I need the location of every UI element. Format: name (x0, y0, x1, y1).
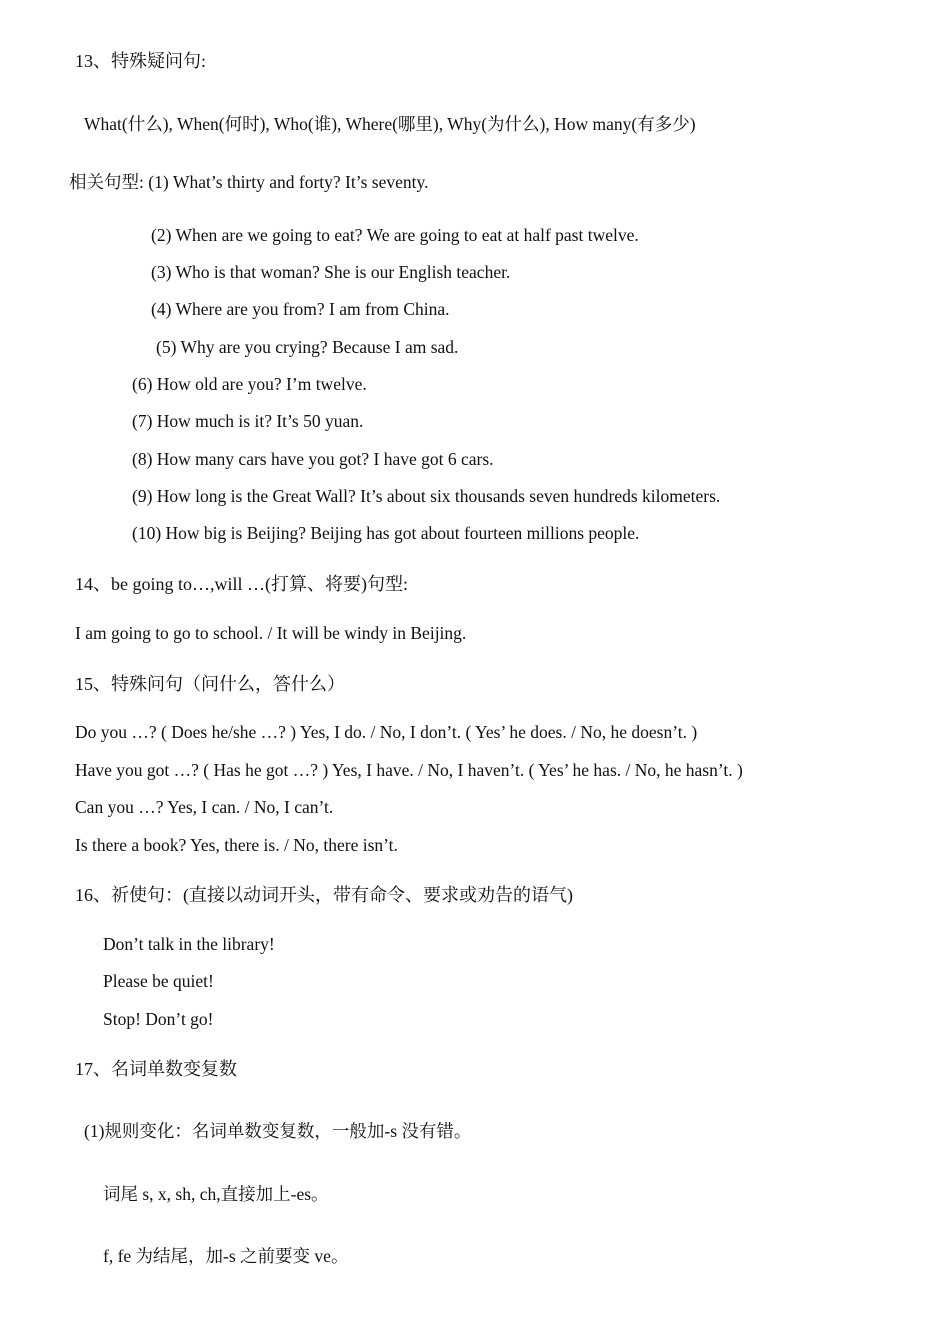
example-sentence: (3) Who is that woman? She is our English teacher. (151, 262, 511, 282)
question-words-line: What(什么), When(何时), Who(谁), Where(哪里), Why(为什么), How many(有多少) (84, 114, 696, 134)
imperative-example: Please be quiet! (103, 971, 214, 991)
example-sentence: (10) How big is Beijing? Beijing has got about fourteen millions people. (132, 523, 640, 543)
related-patterns-line: 相关句型: (1) What’s thirty and forty? It’s seventy. (69, 172, 429, 192)
plural-rule-1: (1)规则变化：名词单数变复数，一般加-s 没有错。 (84, 1121, 472, 1141)
imperative-example: Stop! Don’t go! (103, 1009, 214, 1029)
example-sentence: (6) How old are you? I’m twelve. (132, 374, 367, 394)
example-sentence: (9) How long is the Great Wall? It’s about six thousands seven hundreds kilometers. (132, 486, 721, 506)
section-16-heading: 16、祈使句：(直接以动词开头，带有命令、要求或劝告的语气) (75, 885, 573, 905)
plural-rule-3: f, fe 为结尾，加-s 之前要变 ve。 (103, 1246, 349, 1266)
example-sentence: (8) How many cars have you got? I have got 6 cars. (132, 449, 494, 469)
section-13-heading: 13、特殊疑问句: (75, 51, 207, 71)
question-answer-line: Can you …? Yes, I can. / No, I can’t. (75, 797, 334, 817)
example-sentence: (7) How much is it? It’s 50 yuan. (132, 411, 364, 431)
example-sentence: (5) Why are you crying? Because I am sad. (156, 337, 459, 357)
section-17-heading: 17、名词单数变复数 (75, 1059, 237, 1079)
section-14-heading: 14、be going to…,will …(打算、将要)句型: (75, 574, 408, 594)
section-15-heading: 15、特殊问句（问什么，答什么） (75, 674, 345, 694)
example-sentence: (2) When are we going to eat? We are going to eat at half past twelve. (151, 225, 639, 245)
plural-rule-2: 词尾 s, x, sh, ch,直接加上-es。 (103, 1184, 329, 1204)
example-sentence: (4) Where are you from? I am from China. (151, 299, 450, 319)
question-answer-line: Have you got …? ( Has he got …? ) Yes, I have. / No, I haven’t. ( Yes’ he has. / No, he hasn’t. ) (75, 760, 743, 780)
question-answer-line: Do you …? ( Does he/she …? ) Yes, I do. / No, I don’t. ( Yes’ he does. / No, he doesn’t. ) (75, 722, 698, 742)
section-14-example: I am going to go to school. / It will be windy in Beijing. (75, 623, 467, 643)
imperative-example: Don’t talk in the library! (103, 934, 275, 954)
question-answer-line: Is there a book? Yes, there is. / No, there isn’t. (75, 835, 398, 855)
